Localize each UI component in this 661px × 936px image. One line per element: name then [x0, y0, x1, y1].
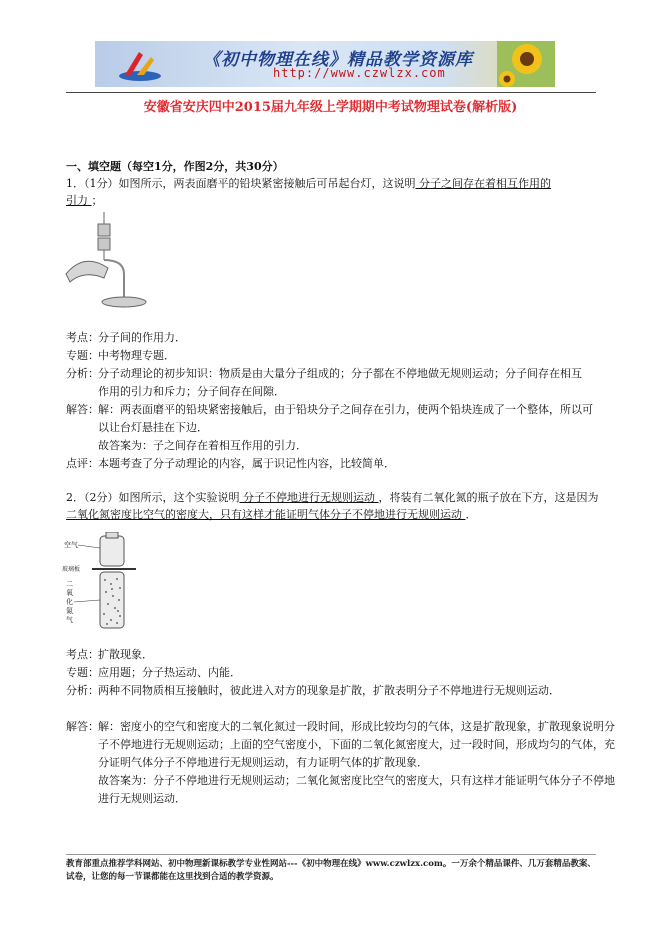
footer-divider [66, 854, 596, 855]
q2-kaodian-label: 考点： [66, 648, 99, 661]
q1-dianping-label: 点评： [66, 457, 99, 470]
q1-answer-part1: 分子之间存在着相互作用的 [415, 177, 551, 190]
q2-jieda-label: 解答： [66, 720, 99, 733]
q2-answer2: 二氧化氮密度比空气的密度大，只有这样才能证明气体分子不停地进行无规则运动 [66, 508, 466, 521]
fig-label-no2-1: 二 [66, 580, 73, 588]
q1-stem-line1 [66, 175, 551, 193]
q1-zhuanti-label: 专题： [66, 349, 99, 362]
fig-label-glass: 玻璃板 [62, 566, 81, 573]
q2-stem-line1 [66, 489, 599, 507]
q1-answer-part2: 引力 [66, 194, 92, 207]
q1-zhuanti: 中考物理专题． [98, 349, 175, 362]
q2-zhuanti-label: 专题： [66, 666, 99, 679]
q1-fenxi: 分子动理论的初步知识：物质是由大量分子组成的；分子都在不停地做无规则运动；分子间存在相互作用的引力和斥力；分子间存在间隙． [98, 367, 582, 398]
document-title: 安徽省安庆四中2015届九年级上学期期中考试物理试卷(解析版) [143, 100, 518, 115]
q2-jieda: 解：密度小的空气和密度大的二氧化氮过一段时间，形成比较均匀的气体，这是扩散现象，扩散现象说明分子不停地进行无规则运动；上面的空气密度小，下面的二氧化氮密度大，过一段时间，形成均匀的气体，充分证明气体分子不停地进行无规则运动，有力证明气体的扩散现象． [98, 720, 615, 769]
q2-fenxi-row [66, 682, 626, 718]
q1-guda-row [66, 437, 626, 455]
footer-text: 教育部重点推荐学科网站、初中物理新课标教学专业性网站---《初中物理在线》www.czwlzx.com。一万余个精品课件、几万套精品教案、试卷，让您的每一节课都能在这里找到合适的教学资源。 [66, 859, 596, 882]
q2-answer1: 分子不停地进行无规则运动 [239, 491, 379, 504]
fig-label-air: 空气 [64, 541, 78, 549]
q2-stem-line2 [66, 506, 606, 524]
q2-fenxi-label: 分析： [66, 684, 99, 697]
banner-url[interactable]: http://www.czwlzx.com [273, 66, 446, 80]
q1-stem-prefix: 1．（1分）如图所示，两表面磨平的铅块紧密接触后可吊起台灯，这说明 [66, 177, 416, 190]
diffusion-experiment-figure [62, 532, 142, 632]
q1-fenxi-row [66, 365, 626, 401]
fig-label-no2-5: 气 [66, 616, 73, 624]
fig-label-no2-4: 氮 [66, 607, 73, 615]
q2-jieda-row [66, 718, 626, 772]
lead-block-lamp-figure [64, 212, 152, 312]
q2-zhuanti-row [66, 664, 626, 682]
q2-fenxi: 两种不同物质相互接触时，彼此进入对方的现象是扩散，扩散表明分子不停地进行无规则运动． [98, 684, 560, 697]
q1-stem-suffix: ； [91, 194, 103, 207]
q2-guda: 故答案为：分子不停地进行无规则运动；二氧化氮密度比空气的密度大，只有这样才能证明气体分子不停地进行无规则运动． [98, 774, 615, 805]
banner-title: 《初中物理在线》精品教学资源库 [203, 50, 473, 70]
q1-stem-line2 [66, 192, 103, 210]
q2-stem-mid: ，将装有二氧化氮的瓶子放在下方，这是因为 [378, 491, 599, 504]
q2-guda-row [66, 772, 626, 808]
q2-kaodian-row [66, 646, 626, 664]
q1-jieda: 解：两表面磨平的铅块紧密接触后，由于铅块分子之间存在引力，使两个铅块连成了一个整体，所以可以让台灯悬挂在下边． [98, 403, 593, 434]
fig-label-no2-2: 氧 [66, 589, 73, 597]
header-banner [95, 41, 555, 87]
sunflower-icon [497, 41, 555, 87]
section-heading: 一、填空题（每空1分，作图2分，共30分） [66, 160, 284, 173]
q2-kaodian: 扩散现象． [98, 648, 153, 661]
title-divider [66, 92, 596, 93]
q2-stem-suffix: ． [465, 508, 477, 521]
fig-label-no2-3: 化 [66, 598, 73, 606]
q1-zhuanti-row [66, 347, 626, 365]
q1-kaodian-row [66, 329, 626, 347]
q1-kaodian: 分子间的作用力． [98, 331, 186, 344]
q1-dianping-row [66, 455, 626, 473]
q2-stem-prefix: 2．（2分）如图所示，这个实验说明 [66, 491, 240, 504]
q1-guda: 故答案为：子之间存在着相互作用的引力． [98, 439, 307, 452]
q1-dianping: 本题考查了分子动理论的内容，属于识记性内容，比较简单． [98, 457, 395, 470]
site-logo-icon [117, 47, 163, 83]
q1-jieda-row [66, 401, 626, 437]
q2-zhuanti: 应用题；分子热运动、内能． [98, 666, 241, 679]
q1-jieda-label: 解答： [66, 403, 99, 416]
q1-fenxi-label: 分析： [66, 367, 99, 380]
q1-kaodian-label: 考点： [66, 331, 99, 344]
